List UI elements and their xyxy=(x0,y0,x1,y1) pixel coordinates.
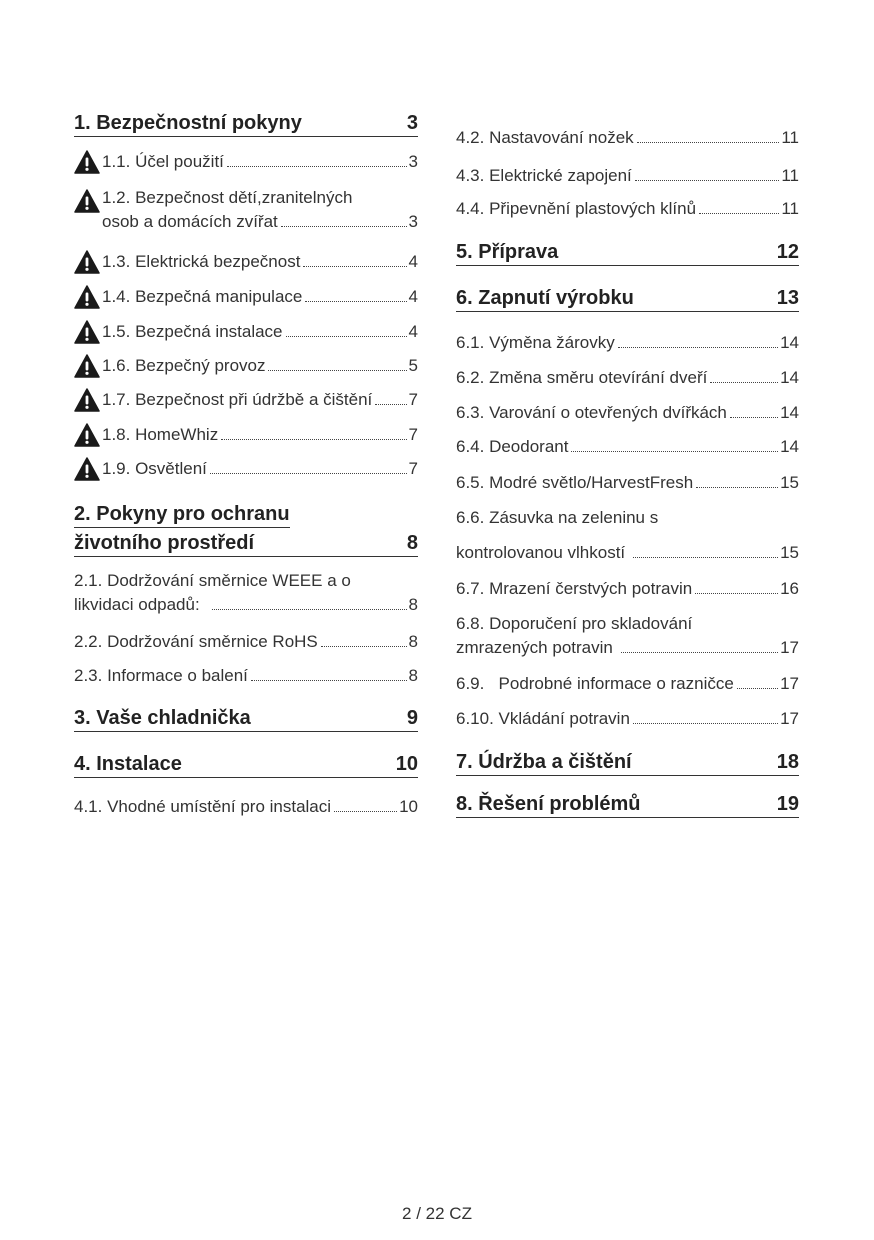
section-page: 19 xyxy=(776,793,799,815)
toc-entry-6-10[interactable] xyxy=(456,708,799,730)
dot-leader xyxy=(633,723,778,724)
page-number-footer: 2 / 22 CZ xyxy=(402,1204,472,1223)
toc-entry-1-1[interactable] xyxy=(74,151,418,173)
entry-title: 4.4. Připevnění plastových klínů xyxy=(456,199,697,218)
entry-page: 17 xyxy=(780,638,799,657)
section-title-line1: 2. Pokyny pro ochranu xyxy=(74,502,290,528)
toc-section-7[interactable] xyxy=(456,750,799,776)
entry-page: 4 xyxy=(408,252,418,271)
toc-entry-2-3[interactable] xyxy=(74,665,418,687)
entry-page: 8 xyxy=(408,595,418,614)
toc-entry-6-6[interactable] xyxy=(456,507,799,564)
toc-entry-6-4[interactable] xyxy=(456,436,799,458)
toc-entry-4-4[interactable] xyxy=(456,198,799,220)
toc-entry-6-3[interactable] xyxy=(456,402,799,424)
toc-section-8[interactable] xyxy=(456,792,799,818)
section-title: 1. Bezpečnostní pokyny xyxy=(74,112,302,134)
toc-entry-6-2[interactable] xyxy=(456,367,799,389)
entry-page: 11 xyxy=(781,128,799,147)
dot-leader xyxy=(635,180,780,181)
entry-title: 1.7. Bezpečnost při údržbě a čištění xyxy=(102,390,373,409)
toc-entry-1-6[interactable] xyxy=(74,355,418,377)
toc-entry-1-2[interactable] xyxy=(74,187,418,233)
entry-page: 11 xyxy=(781,166,799,185)
dot-leader xyxy=(633,557,778,558)
entry-title: 6.7. Mrazení čerstvých potravin xyxy=(456,579,693,598)
toc-section-5[interactable] xyxy=(456,240,799,266)
section-page: 9 xyxy=(406,707,418,729)
entry-title: 6.9. Podrobné informace o razničce xyxy=(456,674,734,693)
section-title: 8. Řešení problémů xyxy=(456,793,641,815)
entry-title-line1: 6.8. Doporučení pro skladování xyxy=(456,614,693,633)
entry-title: 1.4. Bezpečná manipulace xyxy=(102,287,303,306)
entry-title: 6.5. Modré světlo/HarvestFresh xyxy=(456,473,694,492)
section-page: 3 xyxy=(406,112,418,134)
toc-entry-6-7[interactable] xyxy=(456,578,799,600)
section-page: 18 xyxy=(776,751,799,773)
entry-page: 14 xyxy=(780,333,799,352)
dot-leader xyxy=(699,213,779,214)
entry-page: 3 xyxy=(408,152,418,171)
warning-icon xyxy=(74,354,100,378)
dot-leader xyxy=(695,593,778,594)
toc-entry-2-1[interactable] xyxy=(74,570,418,616)
dot-leader xyxy=(268,370,406,371)
dot-leader xyxy=(618,347,778,348)
entry-title: 4.3. Elektrické zapojení xyxy=(456,166,632,185)
entry-title: 6.2. Změna směru otevírání dveří xyxy=(456,368,708,387)
entry-title-line1: 2.1. Dodržování směrnice WEEE a o xyxy=(74,571,351,590)
dot-leader xyxy=(321,646,407,647)
entry-page: 15 xyxy=(780,473,799,492)
section-title: 7. Údržba a čištění xyxy=(456,751,632,773)
toc-entry-1-4[interactable] xyxy=(74,286,418,308)
entry-title: 4.1. Vhodné umístění pro instalaci xyxy=(74,797,332,816)
warning-icon xyxy=(74,320,100,344)
toc-entry-1-7[interactable] xyxy=(74,389,418,411)
entry-title: 6.4. Deodorant xyxy=(456,437,569,456)
entry-title: 6.3. Varování o otevřených dvířkách xyxy=(456,403,727,422)
entry-title: 1.3. Elektrická bezpečnost xyxy=(102,252,301,271)
entry-title: 1.1. Účel použití xyxy=(102,152,224,171)
toc-entry-4-2[interactable] xyxy=(456,127,799,149)
entry-title-line2: zmrazených potravin xyxy=(456,638,613,657)
toc-entry-4-3[interactable] xyxy=(456,165,799,187)
dot-leader xyxy=(730,417,778,418)
toc-section-4[interactable] xyxy=(74,752,418,778)
section-title-line2: životního prostředí xyxy=(74,532,254,554)
entry-page: 5 xyxy=(408,356,418,375)
dot-leader xyxy=(334,811,397,812)
section-title: 6. Zapnutí výrobku xyxy=(456,287,634,309)
toc-section-2[interactable] xyxy=(74,502,418,558)
section-page: 8 xyxy=(406,532,418,554)
dot-leader xyxy=(251,680,407,681)
entry-page: 7 xyxy=(408,459,418,478)
toc-section-6[interactable] xyxy=(456,286,799,312)
entry-title: 1.9. Osvětlení xyxy=(102,459,207,478)
entry-page: 10 xyxy=(399,797,418,816)
dot-leader xyxy=(227,166,407,167)
toc-entry-1-9[interactable] xyxy=(74,458,418,480)
dot-leader xyxy=(281,226,407,227)
toc-entry-4-1[interactable] xyxy=(74,796,418,818)
toc-section-1[interactable] xyxy=(74,111,418,137)
entry-title: 1.6. Bezpečný provoz xyxy=(102,356,266,375)
entry-page: 7 xyxy=(408,390,418,409)
entry-page: 8 xyxy=(408,666,418,685)
entry-title: 6.10. Vkládání potravin xyxy=(456,709,630,728)
entry-title: 6.1. Výměna žárovky xyxy=(456,333,615,352)
entry-page: 4 xyxy=(408,287,418,306)
entry-title: 1.5. Bezpečná instalace xyxy=(102,322,283,341)
toc-section-3[interactable] xyxy=(74,706,418,732)
entry-page: 16 xyxy=(780,579,799,598)
entry-title: 2.2. Dodržování směrnice RoHS xyxy=(74,632,318,651)
section-title: 4. Instalace xyxy=(74,753,182,775)
toc-entry-1-8[interactable] xyxy=(74,424,418,446)
warning-icon xyxy=(74,423,100,447)
warning-icon xyxy=(74,285,100,309)
toc-entry-6-1[interactable] xyxy=(456,332,799,354)
toc-entry-2-2[interactable] xyxy=(74,631,418,653)
entry-page: 17 xyxy=(780,674,799,693)
entry-title: 2.3. Informace o balení xyxy=(74,666,248,685)
entry-page: 8 xyxy=(408,632,418,651)
dot-leader xyxy=(710,382,778,383)
entry-title: 4.2. Nastavování nožek xyxy=(456,128,634,147)
warning-icon xyxy=(74,388,100,412)
entry-page: 14 xyxy=(780,368,799,387)
dot-leader xyxy=(621,652,778,653)
toc-entry-6-5[interactable] xyxy=(456,472,799,494)
entry-page: 11 xyxy=(781,199,799,218)
entry-page: 14 xyxy=(780,403,799,422)
dot-leader xyxy=(212,609,407,610)
entry-page: 7 xyxy=(408,425,418,444)
entry-page: 3 xyxy=(408,212,418,231)
warning-icon xyxy=(74,250,100,274)
dot-leader xyxy=(696,487,778,488)
dot-leader xyxy=(305,301,406,302)
entry-title-line1: 6.6. Zásuvka na zeleninu s xyxy=(456,508,659,527)
toc-entry-6-8[interactable] xyxy=(456,613,799,659)
toc-entry-6-9[interactable] xyxy=(456,673,799,695)
entry-title-line2: osob a domácích zvířat xyxy=(102,212,278,231)
warning-icon xyxy=(74,150,100,174)
toc-entry-1-5[interactable] xyxy=(74,321,418,343)
toc-entry-1-3[interactable] xyxy=(74,251,418,273)
dot-leader xyxy=(210,473,407,474)
section-page: 12 xyxy=(776,241,799,263)
entry-title-line1: 1.2. Bezpečnost dětí,zranitelných xyxy=(102,188,353,207)
entry-title-line2: likvidaci odpadů: xyxy=(74,595,200,614)
entry-page: 4 xyxy=(408,322,418,341)
section-page: 10 xyxy=(395,753,418,775)
dot-leader xyxy=(571,451,778,452)
section-page: 13 xyxy=(776,287,799,309)
entry-page: 14 xyxy=(780,437,799,456)
dot-leader xyxy=(637,142,780,143)
dot-leader xyxy=(303,266,406,267)
dot-leader xyxy=(286,336,407,337)
entry-title-line2: kontrolovanou vlhkostí xyxy=(456,543,626,562)
section-title: 5. Příprava xyxy=(456,241,559,263)
dot-leader xyxy=(737,688,778,689)
section-title: 3. Vaše chladnička xyxy=(74,707,251,729)
entry-page: 17 xyxy=(780,709,799,728)
dot-leader xyxy=(375,404,406,405)
entry-title: 1.8. HomeWhiz xyxy=(102,425,219,444)
warning-icon xyxy=(74,189,100,213)
entry-page: 15 xyxy=(780,543,799,562)
warning-icon xyxy=(74,457,100,481)
dot-leader xyxy=(221,439,406,440)
